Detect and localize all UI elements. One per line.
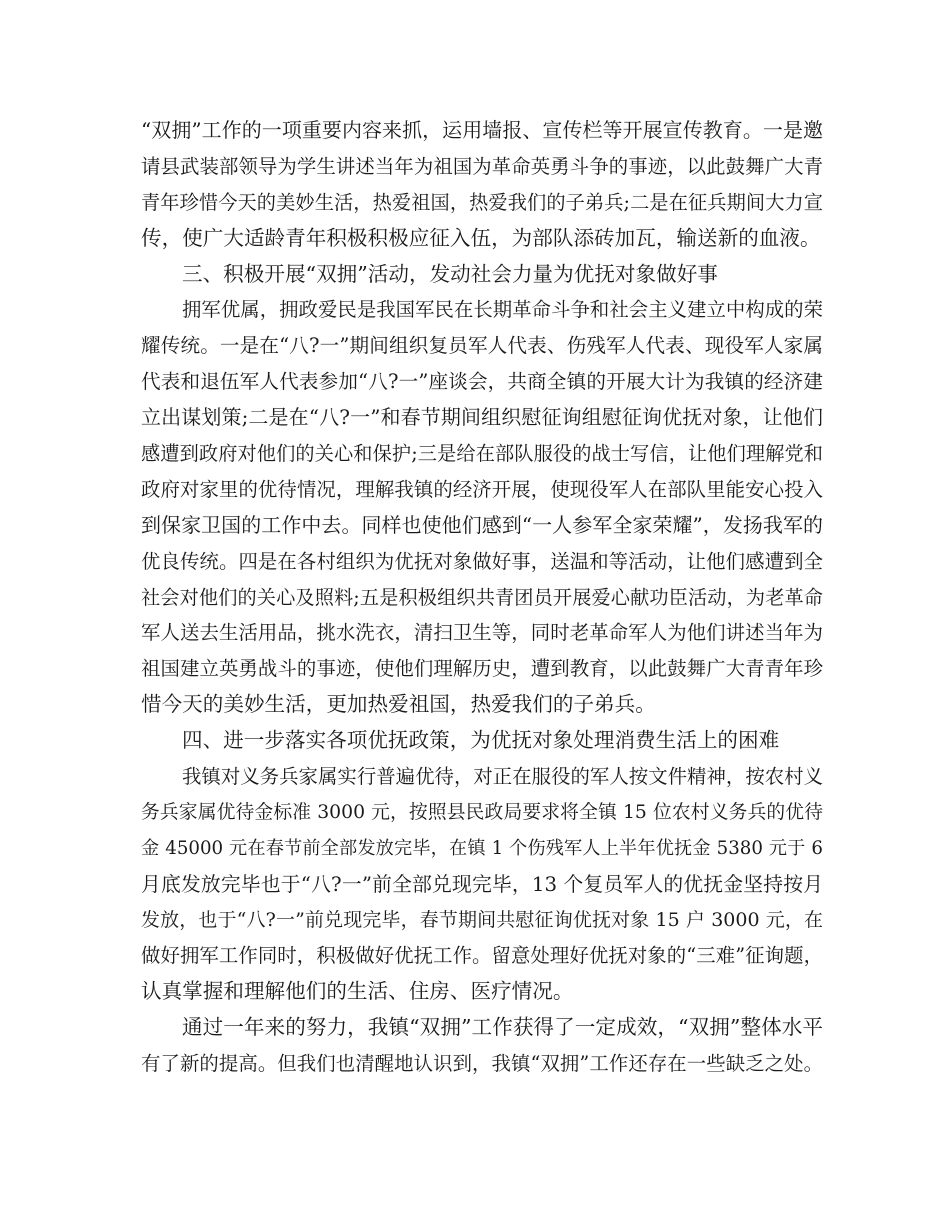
text-line: 立出谋划策;二是在“八?一”和春节期间组织慰征询组慰征询优抚对象，让他们	[141, 405, 823, 430]
text-line: 到保家卫国的工作中去。同样也使他们感到“一人参军全家荣耀”，发扬我军的	[141, 512, 823, 537]
text-line: 感遭到政府对他们的关心和保护;三是给在部队服役的战士写信，让他们理解党和	[141, 442, 823, 466]
text-line: 四、进一步落实各项优抚政策，为优抚对象处理消费生活上的困难	[182, 728, 780, 753]
text-line: 有了新的提高。但我们也清醒地认识到，我镇“双拥”工作还存在一些缺乏之处。	[141, 1052, 823, 1076]
text-line: 祖国建立英勇战斗的事迹，使他们理解历史，遭到教育，以此鼓舞广大青青年珍	[141, 657, 823, 681]
text-line: 务兵家属优待金标准 3000 元，按照县民政局要求将全镇 15 位农村义务兵的优待	[141, 801, 823, 823]
text-line: 认真掌握和理解他们的生活、住房、医疗情况。	[141, 979, 574, 1004]
text-line: 代表和退伍军人代表参加“八?一”座谈会，共商全镇的开展大计为我镇的经济建	[141, 370, 823, 394]
text-line: 做好拥军工作同时，积极做好优抚工作。留意处理好优抚对象的“三难”征询题，	[141, 944, 823, 968]
text-line: 拥军优属，拥政爱民是我国军民在长期革命斗争和社会主义建立中构成的荣	[182, 298, 823, 322]
text-line: 发放，也于“八?一”前兑现完毕，春节期间共慰征询优抚对象 15 户 3000 元，在	[141, 908, 823, 931]
text-line: 惜今天的美妙生活，更加热爱祖国，热爱我们的子弟兵。	[141, 692, 656, 717]
text-line: 我镇对义务兵家属实行普遍优待，对正在服役的军人按文件精神，按农村义	[182, 765, 823, 789]
text-line: “双拥”工作的一项重要内容来抓，运用墙报、宣传栏等开展宣传教育。一是邀	[141, 118, 823, 142]
text-line: 优良传统。四是在各村组织为优抚对象做好事，送温和等活动，让他们感遭到全	[141, 549, 823, 573]
text-line: 耀传统。一是在“八?一”期间组织复员军人代表、伤残军人代表、现役军人家属	[141, 334, 823, 358]
text-line: 三、积极开展“双拥”活动，发动社会力量为优抚对象做好事	[182, 261, 718, 286]
text-line: 月底发放完毕也于“八?一”前全部兑现完毕，13 个复员军人的优抚金坚持按月	[141, 872, 823, 896]
text-line: 传，使广大适龄青年积极积极应征入伍，为部队添砖加瓦，输送新的血液。	[141, 225, 821, 250]
text-line: 青年珍惜今天的美妙生活，热爱祖国，热爱我们的子弟兵;二是在征兵期间大力宣	[141, 190, 823, 214]
text-line: 政府对家里的优待情况，理解我镇的经济开展，使现役军人在部队里能安心投入	[141, 477, 823, 501]
text-line: 社会对他们的关心及照料;五是积极组织共青团员开展爱心献功臣活动，为老革命	[141, 585, 823, 609]
document-body	[141, 113, 823, 1082]
text-line: 通过一年来的努力，我镇“双拥”工作获得了一定成效，“双拥”整体水平	[182, 1015, 823, 1040]
text-line: 金 45000 元在春节前全部发放完毕，在镇 1 个伤残军人上半年优抚金 5380 元于 6	[141, 837, 823, 859]
text-line: 请县武装部领导为学生讲述当年为祖国为革命英勇斗争的事迹，以此鼓舞广大青	[141, 154, 823, 178]
text-line: 军人送去生活用品，挑水洗衣，清扫卫生等，同时老革命军人为他们讲述当年为	[141, 621, 823, 645]
